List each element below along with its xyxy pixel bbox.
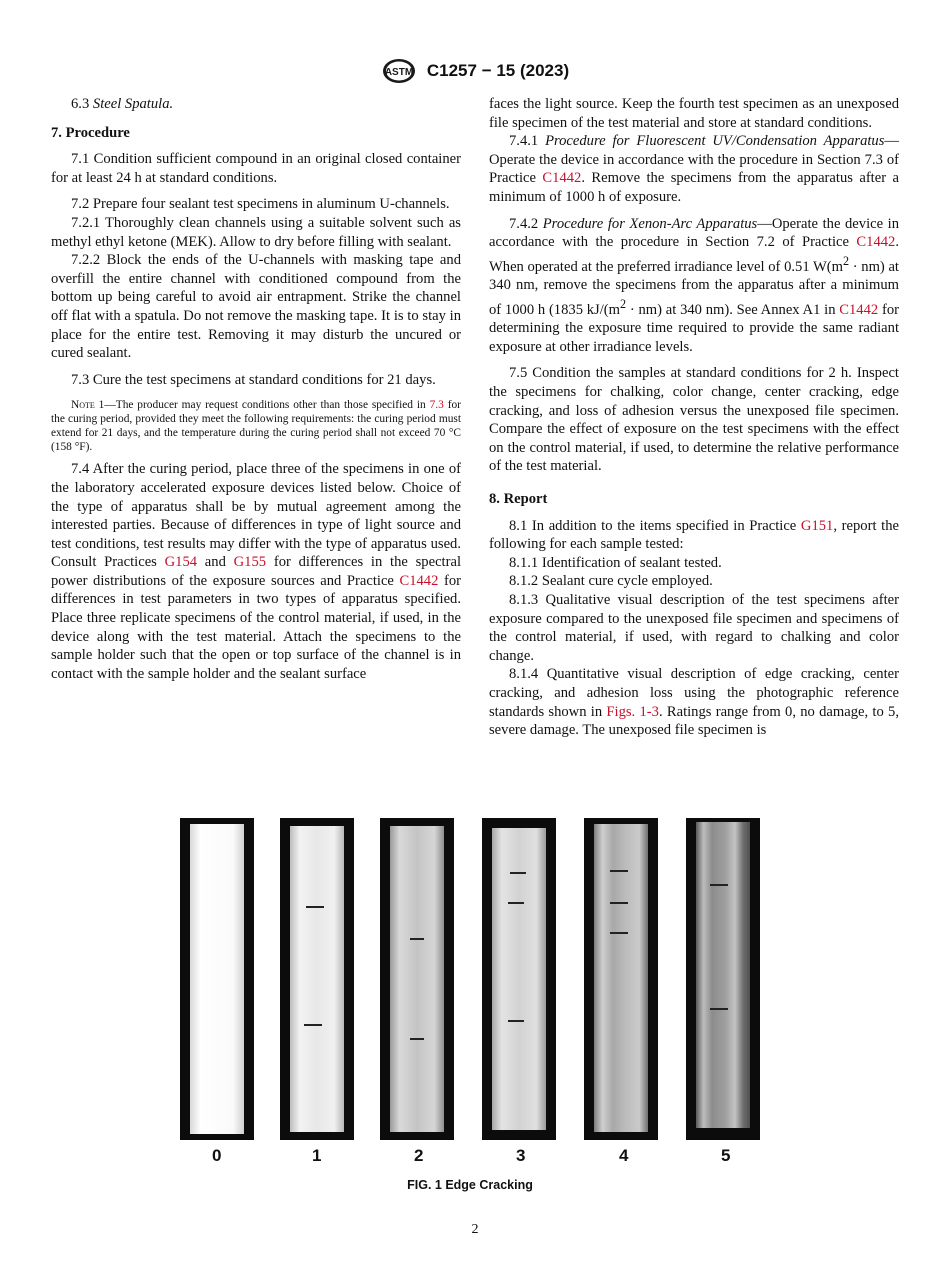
specimen-1 [280, 818, 354, 1140]
right-column [489, 95, 899, 740]
ref-g154-link[interactable]: G154 [164, 554, 198, 571]
note-1: Note 1—The producer may request conditions other than those specified in 7.3 for the curing period, provided they meet the following requirements: the curing period must extend for 21 days, and the temperature during the curing period shall not exceed 70 °C (158 °F). [51, 399, 461, 454]
page-number: 2 [471, 1222, 479, 1237]
specimen-2 [380, 818, 454, 1140]
rating-label-3: 3 [516, 1146, 526, 1165]
figure-edge-cracking-photo [172, 818, 772, 1140]
para-7-2: 7.2 Prepare four sealant test specimens in aluminum U-channels. [71, 196, 450, 213]
ref-g155-link[interactable]: G155 [233, 554, 267, 571]
section-6-3: 6.3 Steel Spatula. [71, 96, 174, 112]
specimen-4 [584, 818, 658, 1140]
ref-figs-link[interactable]: Figs. 1-3 [606, 703, 659, 720]
heading-procedure: 7. Procedure [51, 124, 130, 141]
rating-label-5: 5 [721, 1146, 731, 1165]
para-8-1: 8.1 In addition to the items specified in Practice G151, report the following for each sample tested: [489, 517, 899, 553]
astm-logo-icon [381, 58, 417, 84]
para-8-1-4: 8.1.4 Quantitative visual description of edge cracking, center cracking, and adhesion loss using the photographic reference standards shown in Figs. 1-3. Ratings range from 0, no damage, to 5, severe damage. The unexposed file specimen is [489, 666, 899, 739]
para-7-4: 7.4 After the curing period, place three of the specimens in one of the laboratory accelerated exposure devices listed below. Choice of the type of apparatus shall be by mutual agreement among the interested parties. Because of differences in type of light source and test conditions, test results may differ with the type of apparatus used. Consult Practices G154 and G155 for differences in the spectral power distributions of the exposure sources and Practice C1442 for differences in test parameters in two types of apparatus specified. Place three replicate specimens of the control material, if used, in the device along with the test material. Attach the specimens to the sample holder such that the open or top surface of the channel is in contact with the sample holder and the sealant surface [51, 461, 461, 682]
para-7-5: 7.5 Condition the samples at standard conditions for 2 h. Inspect the specimens for chalking, color change, center cracking, edge cracking, and loss of adhesion versus the unexposed file specimen. Compare the effect of exposure on the test specimens with the effect on the control material, if used, to determine the relative performance of the test material. [489, 365, 899, 475]
para-7-2-1: 7.2.1 Thoroughly clean channels using a suitable solvent such as methyl ethyl ketone (MEK). Allow to dry before filling with sealant. [51, 214, 461, 250]
para-7-2-2: 7.2.2 Block the ends of the U-channels with masking tape and overfill the entire channel with conditioned compound from the bottom up being careful to avoid air entrapment. Strike the channel off flat with a spatula. Do not remove the masking tape. It is to stay in place for the entire test. Removing it may disturb the uncured or cured sealant. [51, 252, 461, 362]
ref-g151-link[interactable]: G151 [800, 517, 834, 534]
para-7-4-1: 7.4.1 Procedure for Fluorescent UV/Condensation Apparatus—Operate the device in accordance with the procedure in Section 7.3 of Practice C1442. Remove the specimens from the apparatus after a minimum of 1000 h of exposure. [489, 133, 899, 205]
ref-c1442-link[interactable]: C1442 [839, 301, 879, 318]
svg-text:ASTM: ASTM [384, 67, 414, 78]
left-column [51, 95, 461, 683]
figure-caption: FIG. 1 Edge Cracking [407, 1178, 533, 1192]
page-header [0, 58, 950, 84]
rating-label-2: 2 [414, 1146, 424, 1165]
ref-c1442-link[interactable]: C1442 [856, 234, 896, 251]
para-7-1: 7.1 Condition sufficient compound in an original closed container for at least 24 h at standard conditions. [51, 151, 461, 186]
rating-label-4: 4 [619, 1146, 629, 1165]
standard-code: C1257 − 15 (2023) [426, 61, 570, 80]
specimen-3 [482, 818, 556, 1140]
para-7-4-continued: faces the light source. Keep the fourth test specimen as an unexposed file specimen of the test material and store at standard conditions. [489, 96, 899, 131]
para-7-3: 7.3 Cure the test specimens at standard conditions for 21 days. [71, 371, 436, 388]
para-7-4-2: 7.4.2 Procedure for Xenon-Arc Apparatus—Operate the device in accordance with the procedure in Section 7.2 of Practice C1442. When operated at the preferred irradiance level of 0.51 $W(m^2 \cdot nm)$ at 340 nm, remove the specimens from the apparatus after a minimum of 1000 h (1835 $kJ/(m^2 \cdot nm)$ at 340 nm). See Annex A1 in C1442 for determining the exposure time required to provide the same radiant exposure at other irradiance levels. [489, 215, 899, 355]
para-8-1-3: 8.1.3 Qualitative visual description of the test specimens after exposure compared to the unexposed file specimen and specimens of the control material, if used, with regard to chalking and color change. [489, 591, 899, 664]
specimen-0 [180, 818, 254, 1140]
rating-label-0: 0 [212, 1146, 222, 1165]
rating-label-1: 1 [312, 1146, 322, 1165]
ref-7-3-link[interactable]: 7.3 [429, 399, 444, 412]
para-8-1-1: 8.1.1 Identification of sealant tested. [509, 554, 722, 571]
ref-c1442-link[interactable]: C1442 [542, 170, 582, 187]
ref-c1442-link[interactable]: C1442 [399, 572, 439, 589]
specimen-5 [686, 818, 760, 1140]
figure-rating-labels [172, 1146, 772, 1170]
para-8-1-2: 8.1.2 Sealant cure cycle employed. [509, 573, 713, 590]
heading-report: 8. Report [489, 491, 548, 507]
